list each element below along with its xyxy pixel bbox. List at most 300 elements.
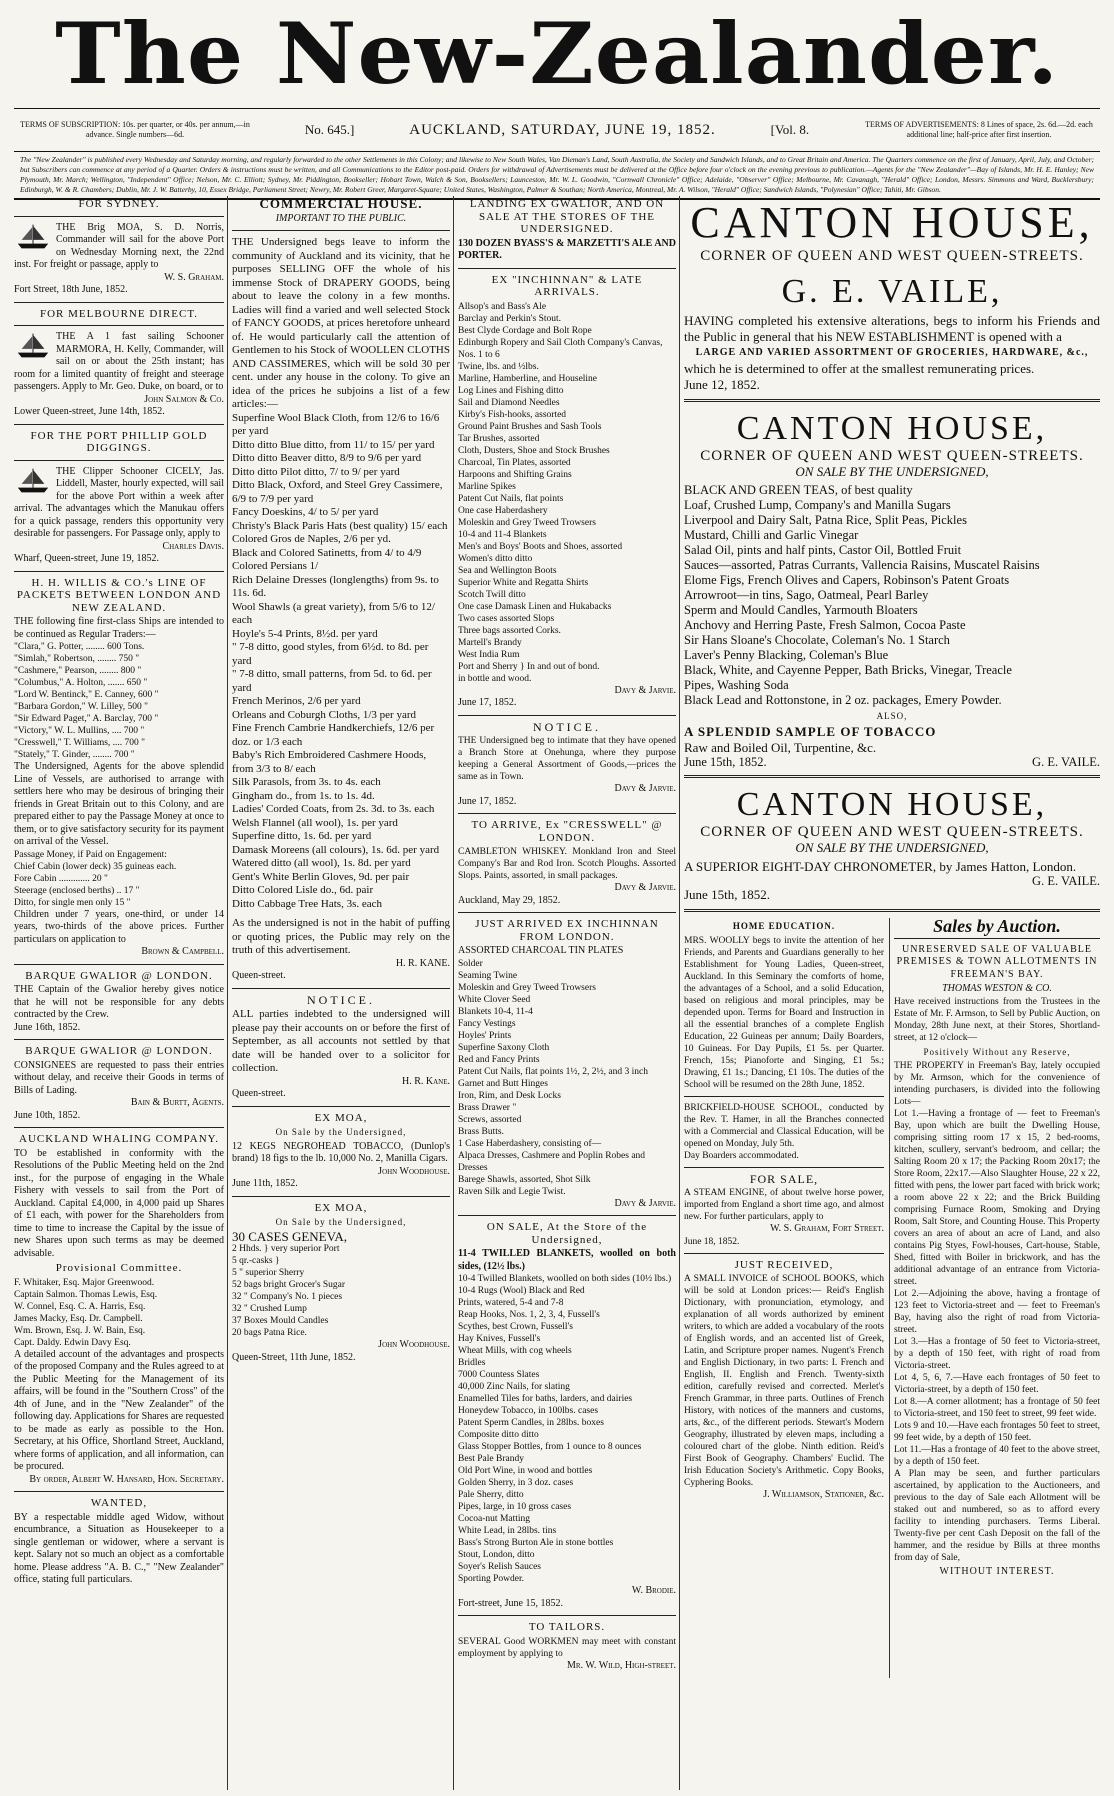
list-item: in bottle and wood. — [458, 673, 532, 684]
list-item: "Lord W. Bentinck," E. Canney, 600 " — [14, 690, 159, 700]
ad-subheading: On Sale by the Undersigned, — [275, 1127, 407, 1137]
list-item: White Lead, in 28lbs. tins — [458, 1526, 557, 1536]
list-item: "Victory," W. L. Mullins, .... 700 " — [14, 726, 145, 736]
ad-also: ALSO, — [876, 710, 908, 721]
ship-icon — [14, 222, 52, 252]
list-item: Cloth, Dusters, Shoe and Stock Brushes — [458, 445, 610, 456]
ad-signature: Charles Davis. — [162, 540, 224, 552]
ad-heading: H. H. WILLIS & CO.'s LINE OF PACKETS BETWEEN LONDON AND NEW ZEALAND. — [16, 576, 222, 614]
canton-house-address: CORNER OF QUEEN AND WEST QUEEN-STREETS. — [700, 823, 1084, 840]
list-item: Raven Silk and Legie Twist. — [458, 1186, 566, 1197]
divider — [14, 1491, 224, 1492]
ad-heading: AUCKLAND WHALING COMPANY. — [19, 1133, 219, 1145]
canton-house-title: CANTON HOUSE, — [690, 198, 1094, 247]
list-item: Two cases assorted Slops — [458, 613, 555, 624]
list-item: Three bags assorted Corks. — [458, 625, 561, 636]
ad-footer: Fort-street, June 15, 1852. — [458, 1597, 563, 1609]
divider — [14, 325, 224, 326]
price-list — [232, 412, 450, 912]
list-item: Colored Persians 1/ — [232, 560, 319, 572]
goods-list — [458, 1273, 676, 1585]
list-item: Stout, London, ditto — [458, 1550, 535, 1560]
list-item: Chief Cabin (lower deck) 35 guineas each. — [14, 861, 177, 872]
list-item: Composite ditto ditto — [458, 1430, 539, 1440]
list-item: Passage Money, if Paid on Engagement: — [14, 849, 167, 860]
ad-heading: NOTICE. — [533, 719, 601, 734]
list-item: Garnet and Butt Hinges — [458, 1078, 548, 1089]
ad-signature: Brown & Campbell. — [141, 946, 224, 957]
ad-body: THE following fine first-class Ships are intended to be continued as Regular Traders:— — [14, 616, 224, 640]
list-item: 32 " Company's No. 1 pieces — [232, 1292, 343, 1302]
ad-footer: June 11th, 1852. — [232, 1178, 298, 1189]
ad-footer: Auckland, May 29, 1852. — [458, 894, 561, 906]
ad-body: CONSIGNEES are requested to pass their entries without delay, and receive their Goods in terms of Bills of Lading. — [14, 1059, 224, 1096]
list-item: Twine, lbs. and ½lbs. — [458, 361, 539, 372]
list-item: "Barbara Gordon," W. Lilley, 500 " — [14, 702, 148, 712]
divider — [232, 230, 450, 231]
ad-heading: ON SALE, At the Store of the Undersigned, — [486, 1221, 648, 1246]
ship-icon — [14, 466, 52, 496]
auctioneer-name: THOMAS WESTON & CO. — [942, 983, 1052, 994]
list-item: Sporting Powder. — [458, 1574, 524, 1584]
ad-footer: Queen-street. — [232, 1088, 286, 1099]
lot-list — [894, 1108, 1100, 1468]
volume-number: [Vol. 8. — [770, 122, 810, 137]
list-item: Marline Spikes — [458, 481, 516, 492]
committee-list — [14, 1277, 224, 1349]
list-item: Damask Moreens (all colours), 1s. 6d. per yard — [232, 843, 440, 856]
list-item: 7000 Countess Slates — [458, 1370, 540, 1380]
ad-caps-line: Positively Without any Reserve, — [923, 1046, 1071, 1057]
divider — [684, 1167, 884, 1168]
list-item: Mustard, Chilli and Garlic Vinegar — [684, 527, 859, 542]
ad-heading: FOR SYDNEY. — [78, 198, 160, 210]
list-item: Blankets 10-4, 11-4 — [458, 1006, 533, 1017]
list-item: Watered ditto (all wool), 1s. 8d. per yard — [232, 857, 411, 869]
list-item: Lot 11.—Has a frontage of 40 feet to the above street, by a depth of 150 feet. — [894, 1445, 1100, 1467]
list-item: Scythes, best Crown, Fussell's — [458, 1322, 573, 1332]
list-item: Christy's Black Paris Hats (best quality) 15/ each — [232, 519, 448, 532]
list-item: Cocoa-nut Matting — [458, 1514, 531, 1524]
ad-body: 130 DOZEN BYASS'S & MARZETTI'S ALE AND PORTER. — [458, 237, 676, 261]
list-item: Steerage (enclosed berths) .. 17 " — [14, 885, 140, 896]
ad-body: ALL parties indebted to the undersigned will please pay their accounts on or before the first of September, as all accounts not settled by that date will be handed over to a solicitor for collection. — [232, 1008, 450, 1074]
list-item: Reap Hooks, Nos. 1, 2, 3, 4, Fussell's — [458, 1310, 600, 1320]
ad-body: SEVERAL Good WORKMEN may meet with constant employment by applying to — [458, 1636, 676, 1659]
ad-heading: HOME EDUCATION. — [732, 921, 836, 931]
ad-signature: W. Brodie. — [631, 1585, 676, 1596]
ad-signature: H. R. KANE. — [395, 957, 450, 969]
divider — [232, 988, 450, 989]
list-item: Rich Delaine Dresses (longlengths) from 9s. to 11s. 6d. — [232, 573, 439, 599]
ad-signature: J. Williamson, Stationer, &c. — [763, 1489, 884, 1500]
column-rule — [889, 918, 890, 1678]
list-item: Wheat Mills, with cog wheels — [458, 1346, 572, 1356]
list-item: Best Pale Brandy — [458, 1454, 524, 1464]
list-item: 37 Boxes Mould Candles — [232, 1316, 329, 1326]
list-item: Brass Butts. — [458, 1126, 504, 1137]
ad-footer: June 12, 1852. — [684, 376, 760, 392]
list-item: "Clara," G. Potter, ........ 600 Tons. — [14, 642, 145, 652]
masthead — [14, 0, 1100, 108]
dateline: AUCKLAND, SATURDAY, JUNE 19, 1852. — [409, 121, 716, 138]
list-item: Scotch Twill ditto — [458, 589, 526, 600]
grocery-list — [684, 483, 1100, 708]
committee-heading: Provisional Committee. — [55, 1262, 183, 1274]
ad-heading: FOR THE PORT PHILLIP GOLD DIGGINGS. — [30, 429, 208, 454]
list-item: 10-4 and 11-4 Blankets — [458, 529, 547, 540]
ad-heading: TO TAILORS. — [528, 1621, 606, 1633]
divider — [14, 1039, 224, 1040]
divider — [458, 813, 676, 814]
goods-list — [458, 958, 676, 1198]
list-item: Arrowroot—in tins, Sago, Oatmeal, Pearl Barley — [684, 587, 929, 602]
list-item: 40,000 Zinc Nails, for slating — [458, 1382, 570, 1392]
ad-signature: By order, Albert W. Hansard, Hon. Secretary. — [29, 1473, 224, 1485]
list-item: Laver's Penny Blacking, Coleman's Blue — [684, 647, 889, 662]
ad-body: BY a respectable middle aged Widow, without encumbrance, a Situation as Housekeeper to a single gentleman or widower, where a servant is kept. Salary not so much an object as a comfortable home. Please address "A. B. C.," "New Zealander" office, stating full particulars. — [14, 1511, 224, 1585]
list-item: Hay Knives, Fussell's — [458, 1334, 541, 1344]
list-item: James Macky, Esq. Dr. Campbell. — [14, 1313, 143, 1324]
list-item: Lot 8.—A corner allotment; has a frontage of 50 feet to Victoria-street, and 150 feet to street, 99 feet wide. — [894, 1397, 1100, 1419]
list-item: Lot 3.—Has a frontage of 50 feet to Victoria-street, by a depth of 150 feet, with right of road from Victoria-street. — [894, 1337, 1100, 1371]
list-item: Port and Sherry } In and out of bond. — [458, 661, 600, 672]
divider — [14, 424, 224, 425]
list-item: Pale Sherry, ditto — [458, 1490, 524, 1500]
ad-heading: WANTED, — [90, 1497, 148, 1509]
divider — [14, 571, 224, 572]
ad-heading: TO ARRIVE, Ex "CRESSWELL" @ LONDON. — [471, 819, 663, 844]
list-item: Seaming Twine — [458, 970, 518, 981]
list-item: Black, White, and Cayenne Pepper, Bath Bricks, Vinegar, Treacle — [684, 662, 1012, 677]
list-item: Barege Shawls, assorted, Shot Silk — [458, 1174, 591, 1185]
list-item: Martell's Brandy — [458, 637, 522, 648]
ad-signature: Davy & Jarvie. — [614, 783, 676, 794]
list-item: Bridles — [458, 1358, 486, 1368]
ad-body: THE Clipper Schooner CICELY, Jas. Liddell, Master, hourly expected, will sail for the above Port within a week after arrival. The advantages which the Manukau offers for a quick passage, renders this opportunity very desirable for passengers. For Passage only, apply to — [14, 465, 224, 539]
list-item: "Cashmere," Pearson, ........ 800 " — [14, 666, 142, 676]
list-item: Ditto Black, Oxford, and Steel Grey Cassimere, 6/9 to 7/9 per yard — [232, 479, 443, 505]
list-item: Colored Gros de Naples, 2/6 per yd. — [232, 533, 391, 545]
list-item: 10-4 Twilled Blankets, woolled on both sides (10½ lbs.) — [458, 1274, 672, 1284]
divider — [14, 460, 224, 461]
list-item: Ground Paint Brushes and Sash Tools — [458, 421, 602, 432]
ad-heading: FOR SALE, — [749, 1171, 819, 1186]
column-3 — [458, 196, 676, 1790]
list-item: Ditto ditto Pilot ditto, 7/ to 9/ per yard — [232, 465, 400, 478]
ad-heading: JUST RECEIVED, — [734, 1258, 834, 1271]
ship-icon — [14, 331, 52, 361]
list-item: Sir Hans Sloane's Chocolate, Coleman's No. 1 Starch — [684, 632, 950, 647]
list-item: Pipes, Washing Soda — [684, 677, 789, 692]
list-item: Glass Stopper Bottles, from 1 ounce to 8 ounces — [458, 1442, 642, 1452]
ad-signature: W. S. Graham, Fort Street. — [770, 1223, 884, 1234]
ad-body: 12 KEGS NEGROHEAD TOBACCO, (Dunlop's brand) 18 figs to the lb. 10,000 No. 2, Manilla Cigars. — [232, 1140, 450, 1164]
merchant-name: G. E. VAILE, — [781, 272, 1003, 310]
list-item: Fancy Vestings — [458, 1018, 516, 1029]
ad-subheading: EX "INCHINNAN" & LATE ARRIVALS. — [491, 273, 643, 298]
ad-footer: WITHOUT INTEREST. — [939, 1566, 1055, 1577]
list-item: Marline, Hamberline, and Houseline — [458, 373, 598, 384]
list-item: Prints, watered, 5-4 and 7-8 — [458, 1298, 564, 1308]
list-item: Sea and Wellington Boots — [458, 565, 557, 576]
divider — [232, 1106, 450, 1107]
auction-title: Sales by Auction. — [933, 918, 1061, 936]
two-column-section — [684, 918, 1100, 1678]
list-item: Allsop's and Bass's Ale — [458, 301, 547, 312]
list-item: Enamelled Tiles for baths, larders, and dairies — [458, 1394, 633, 1404]
list-item: F. Whitaker, Esq. Major Greenwood. — [14, 1277, 155, 1288]
ad-heading: JUST ARRIVED EX INCHINNAN FROM LONDON. — [475, 918, 659, 943]
ad-heading: NOTICE. — [307, 992, 375, 1007]
ad-footer: Fort Street, 18th June, 1852. — [14, 284, 128, 295]
divider — [458, 912, 676, 913]
ad-body: which he is determined to offer at the smallest remunerating prices. — [684, 360, 1035, 376]
ad-footer: June 17, 1852. — [458, 697, 517, 708]
divider — [458, 1615, 676, 1616]
list-item: " 7-8 ditto, good styles, from 6½d. to 8d. per yard — [232, 641, 429, 667]
ad-footer: Queen-Street, 11th June, 1852. — [232, 1351, 356, 1363]
list-item: 20 bags Patna Rice. — [232, 1328, 307, 1338]
ad-signature: Davy & Jarvie. — [614, 1197, 676, 1209]
list-item: Orleans and Coburgh Cloths, 1/3 per yard — [232, 708, 417, 721]
list-item: Edinburgh Ropery and Sail Cloth Company's Canvas, Nos. 1 to 6 — [458, 337, 663, 360]
list-item: Elome Figs, French Olives and Capers, Robinson's Patent Groats — [684, 572, 1010, 587]
list-item: 2 Hhds. } very superior Port — [232, 1244, 340, 1254]
ad-footer: June 16th, 1852. — [14, 1021, 81, 1033]
ad-signature: Davy & Jarvie. — [614, 684, 676, 696]
list-item: Moleskin and Grey Tweed Trowsers — [458, 982, 596, 993]
ad-footer: June 15th, 1852. — [684, 755, 767, 769]
list-item: Sail and Diamond Needles — [458, 397, 560, 408]
column-4 — [684, 196, 1100, 1790]
list-item: Black and Colored Satinetts, from 4/ to 4/9 — [232, 546, 422, 559]
ad-heading: UNRESERVED SALE OF VALUABLE PREMISES & TOWN ALLOTMENTS IN FREEMAN'S BAY. — [896, 943, 1098, 980]
goods-list — [458, 301, 676, 685]
divider — [684, 399, 1100, 402]
ad-footer: Day Boarders accommodated. — [684, 1150, 799, 1161]
list-item: Honeydew Tobacco, in 100lbs. cases — [458, 1406, 599, 1416]
list-item: White Clover Seed — [458, 994, 531, 1005]
list-item: Lot 2.—Adjoining the above, having a frontage of 123 feet to Victoria-street and — feet to Freeman's Bay, having also the right of road from Victoria-street. — [894, 1289, 1100, 1335]
ad-signature: H. R. Kane. — [402, 1075, 450, 1087]
ad-body: THE Captain of the Gwalior hereby gives notice that he will not be responsible for any debts contracted by the Crew. — [14, 984, 224, 1020]
divider — [458, 268, 676, 269]
list-item: Wool Shawls (a great variety), from 5/6 to 12/ each — [232, 600, 435, 626]
ad-subheading: ON SALE BY THE UNDERSIGNED, — [795, 464, 989, 479]
list-item: Log Lines and Fishing ditto — [458, 385, 564, 396]
ad-footer: June 18, 1852. — [684, 1236, 740, 1247]
divider — [684, 909, 1100, 912]
list-item: Patent Sperm Candles, in 28lbs. boxes — [458, 1418, 604, 1428]
ad-caps-line: A SPLENDID SAMPLE OF TOBACCO — [684, 724, 937, 739]
ad-heading: BARQUE GWALIOR @ LONDON. — [25, 1045, 213, 1057]
ad-body: A detailed account of the advantages and prospects of the proposed Company and the Rules agreed to at the Public Meeting for the Management of its affairs, will be found in the "Southern Cross" of the 4th of June, and in the "New Zealander" of the following day. Applications for Shares are requested to be made as early as possible to the Hon. Secretary, at his Office, Shortland Street, Auckland, where forms of application, and all information, can be procured. — [14, 1348, 224, 1472]
divider — [894, 938, 1100, 939]
list-item: Fancy Doeskins, 4/ to 5/ per yard — [232, 506, 379, 518]
ad-body: THE A 1 fast sailing Schooner MARMORA, H. Kelly, Commander, will sail on or about the 25th instant; has room for a limited quantity of freight and steerage passengers. Apply to Mr. Geo. Duke, on board, or to — [14, 331, 224, 392]
ad-body: Have received instructions from the Trustees in the Estate of Mr. F. Armson, to Sell by Public Auction, on Monday, 28th June next, at their Stores, Shortland-street, at 12 o'clock— — [894, 996, 1100, 1043]
list-item: Red and Fancy Prints — [458, 1054, 540, 1065]
ad-heading: FOR MELBOURNE DIRECT. — [40, 307, 198, 320]
list-item: Men's and Boys' Boots and Shoes, assorted — [458, 541, 623, 552]
ad-body: THE Undersigned beg to intimate that they have opened a Branch Store at Onehunga, where they purpose keeping a General Assortment of Goods,—prices the same as in Town. — [458, 736, 676, 782]
list-item: Ditto ditto Beaver ditto, 8/9 to 9/6 per yard — [232, 452, 422, 464]
subhead-row — [14, 108, 1100, 152]
list-item: Ditto ditto Blue ditto, from 11/ to 15/ per yard — [232, 438, 435, 451]
ad-body: A SMALL INVOICE of SCHOOL BOOKS, which will be sold at London prices:— Reid's English Dictionary, with pronunciation, etymology, and explanation of all words authorized by eminent writers, to which are added a vocabulary of the roots of English words, and an accented list of Greek, Latin, and Scripture proper names. Nugent's French and English Dictionary, in two parts: I. French and English, II. English and French. Twenty-sixth edition, carefully revised and corrected. Merlet's French Grammar, in three parts. Outlines of French History, with notices of the manners and customs, arts, &c., of the different periods. Stewart's Modern Geography, illustrated by eleven maps, including a coloured chart of the globe. Ninth edition. Reid's First Book of Geography. Chambers' Euclid. The Irish Education Society's Arithmetic. Copy Books, Cyphering Books. — [684, 1274, 884, 1488]
ad-body: As the undersigned is not in the habit of puffing or quoting prices, the Public may rely on the truth of this advertisement. — [232, 917, 450, 956]
ad-signature: Mr. W. Wild, High-street. — [567, 1659, 676, 1671]
ad-footer: Lower Queen-street, June 14th, 1852. — [14, 406, 165, 417]
divider — [14, 964, 224, 965]
list-item: Kirby's Fish-hooks, assorted — [458, 409, 567, 420]
ad-body: ASSORTED CHARCOAL TIN PLATES — [458, 945, 624, 956]
list-item: Charcoal, Tin Plates, assorted — [458, 457, 571, 468]
list-item: Moleskin and Grey Tweed Trowsers — [458, 517, 596, 528]
ad-footer: June 15th, 1852. — [684, 887, 770, 902]
ad-footer: Wharf, Queen-street, June 19, 1852. — [14, 553, 159, 564]
ad-body: THE PROPERTY in Freeman's Bay, lately occupied by Mr. Armson, which for the convenience of intending purchasers, is divided into the following Lots— — [894, 1061, 1100, 1107]
list-item: Captain Salmon. Thomas Lewis, Esq. — [14, 1289, 158, 1300]
list-item: 1 Case Haberdashery, consisting of— — [458, 1138, 602, 1149]
ad-heading: LANDING EX GWALIOR, AND ON SALE AT THE STORES OF THE UNDERSIGNED. — [469, 198, 665, 235]
list-item: Gingham do., from 1s. to 1s. 4d. — [232, 789, 375, 802]
list-item: Screws, assorted — [458, 1114, 522, 1125]
list-item: 5 " superior Sherry — [232, 1268, 305, 1278]
divider — [458, 715, 676, 716]
ad-heading: BARQUE GWALIOR @ LONDON. — [25, 969, 213, 982]
list-item: Hoyle's 5-4 Prints, 8½d. per yard — [232, 627, 378, 640]
list-item: Superior White and Regatta Shirts — [458, 577, 589, 588]
ad-footer: June 10th, 1852. — [14, 1109, 81, 1121]
ad-body: The Undersigned, Agents for the above splendid Line of Vessels, are authorised to arrange with settlers here who may be desirous of bringing their friends in Great Britain out to this Colony, and are prepared either to pay the Passage Money at once to them, or to give satisfactory security for its payment on arrival of the Vessel. — [14, 761, 224, 847]
list-item: Liverpool and Dairy Salt, Patna Rice, Split Peas, Pickles — [684, 512, 967, 527]
list-item: Alpaca Dresses, Cashmere and Poplin Robes and Dresses — [458, 1150, 646, 1173]
ad-body: BRICKFIELD-HOUSE SCHOOL, conducted by the Rev. T. Hamer, in all the Branches connected with a Commercial and Classical Education, will be opened on Monday, July 5th. — [684, 1102, 884, 1149]
ad-heading: COMMERCIAL HOUSE. — [259, 196, 423, 211]
canton-house-address: CORNER OF QUEEN AND WEST QUEEN-STREETS. — [700, 447, 1084, 464]
canton-house-title: CANTON HOUSE, — [736, 785, 1048, 823]
list-item: "Sir Edward Paget," A. Barclay, 700 " — [14, 714, 159, 724]
ad-body: 30 CASES GENEVA, — [232, 1228, 347, 1244]
canton-house-title: CANTON HOUSE, — [736, 409, 1048, 447]
column-1 — [14, 196, 224, 1790]
divider — [684, 1096, 884, 1097]
list-item: Bass's Strong Burton Ale in stone bottles — [458, 1538, 614, 1548]
list-item: Ditto Cabbage Tree Hats, 3s. each — [232, 897, 382, 910]
ad-subheading: ON SALE BY THE UNDERSIGNED, — [795, 840, 989, 855]
list-item: Fine French Cambrie Handkerchiefs, 12/6 per doz. or 1/3 each — [232, 722, 435, 748]
ad-signature: G. E. VAILE. — [1032, 755, 1100, 769]
fare-list — [14, 849, 224, 909]
ad-body: THE Undersigned begs leave to inform the community of Auckland and its vicinity, that he purposes SELLING OFF the whole of his immense Stock of DRAPERY GOODS, being about to leave the colony in a few months. Ladies will find a varied and well selected Stock of FANCY GOODS, at prices heretofore unheard of. He would particularly call the attention of Gentlemen to his Stock of WOOLLEN CLOTHS AND CASSIMERES, which will be sold 30 per cent. under any house in the colony. To give an idea of the prices he subjoins a list of a few articles:— — [232, 236, 450, 410]
list-item: Loaf, Crushed Lump, Company's and Manilla Sugars — [684, 497, 951, 512]
ship-list — [14, 641, 224, 761]
ad-footer: June 17, 1852. — [458, 795, 517, 807]
ad-body: THE Brig MOA, S. D. Norris, Commander will sail for the above Port on Wednesday Morning next, the 22nd inst. For freight or passage, apply to — [14, 221, 224, 270]
divider — [684, 775, 1100, 778]
ad-signature: John Woodhouse. — [378, 1339, 450, 1350]
ad-body: MRS. WOOLLY begs to invite the attention of her Friends, and Parents and Guardians generally to her Establishment for Young Ladies, Queen-street, Auckland. In this Seminary the comforts of home, the advantages of a School, and a solid Education, based on religious and moral principles, may be depended upon. Terms for Board and Instruction in all the essential branches of a complete English Education, 22 Guineas per annum; Daily Boarders, 10 Guineas. For Day Pupils, £1 5s. per Quarter. French, 15s; Pianoforte and Singing, £1 5s.; Drawing, £1 1s.; Dancing, £1 10s. The duties of the School will be resumed on the 28th June, 1852. — [684, 935, 884, 1090]
divider — [458, 1215, 676, 1216]
list-item: "Simlah," Robertson, ........ 750 " — [14, 654, 140, 664]
ad-body: A STEAM ENGINE, of about twelve horse power, imported from England a short time ago, and almost new. For further particulars, apply to — [684, 1188, 884, 1222]
divider — [14, 302, 224, 303]
list-item: "Stately," T. Ginder, ........ 700 " — [14, 750, 135, 760]
list-item: Ditto Colored Lisle do., 6d. pair — [232, 884, 374, 896]
list-item: Best Clyde Cordage and Bolt Rope — [458, 325, 592, 336]
list-item: Capt. Daldy. Edwin Davy Esq. — [14, 1337, 131, 1348]
sub-column-left — [684, 918, 884, 1678]
goods-list — [232, 1243, 450, 1339]
advertisement-terms: TERMS OF ADVERTISEMENTS: 8 Lines of space, 2s. 6d.—2d. each additional line; half-price after first insertion. — [865, 120, 1093, 139]
canton-house-address: CORNER OF QUEEN AND WEST QUEEN-STREETS. — [700, 248, 1084, 264]
list-item: Golden Sherry, in 3 doz. cases — [458, 1478, 574, 1488]
list-item: Welsh Flannel (all wool), 1s. per yard — [232, 816, 398, 829]
list-item: W. Connel, Esq. C. A. Harris, Esq. — [14, 1301, 146, 1312]
ad-body: Raw and Boiled Oil, Turpentine, &c. — [684, 740, 877, 755]
list-item: Soyer's Relish Sauces — [458, 1562, 541, 1572]
list-item: Old Port Wine, in wood and bottles — [458, 1466, 593, 1476]
list-item: Gent's White Berlin Gloves, 9d. per pair — [232, 870, 410, 883]
ad-body: A Plan may be seen, and further particulars ascertained, by application to the Auctioneers, and previous to the day of Sale each Allotment will be staked out and numbered, so as to afford every facility to intending purchasers. Terms Liberal. Twenty-five per cent Cash Deposit on the fall of the hammer, and the residue by Bills at three months from day of Sale, — [894, 1469, 1100, 1563]
list-item: Ladies' Corded Coats, from 2s. 3d. to 3s. each — [232, 803, 435, 815]
list-item: One case Damask Linen and Hukabacks — [458, 601, 612, 612]
ad-body: Children under 7 years, one-third, or under 14 years, two-thirds of the above prices. Further particulars on application to — [14, 908, 224, 945]
ad-signature: G. E. VAILE. — [1032, 873, 1100, 888]
ad-footer: Queen-street. — [232, 970, 286, 981]
list-item: 32 " Crushed Lump — [232, 1304, 307, 1314]
ad-subheading: IMPORTANT TO THE PUBLIC. — [275, 212, 407, 224]
divider — [14, 216, 224, 217]
masthead-title: The New-Zealander. — [54, 4, 1060, 103]
list-item: Lot 1.—Having a frontage of — feet to Freeman's Bay, upon which are built the Dwelling House, comprising sitting room 17 x 15, 2 bed-rooms, kitchen, scullery, servant's bedroom, and cellar; the Salting Room 20 x 17; the Packing Room 20x17; the Store Room, 22x17.—Also Slaughter House, 22 x 22, fitted with pens, the lower part faced with brick work; a room above 22 x 22; and the Brick Building comprising Furnace Room, Smoking and Drying Room, Salt Store, and Counting House. This Property covers an area of about an acre of Land, and also contains Pig Styes, Fowl-houses, Cart-house, Stable, Shed, fitted with Boiler in brickwork, and has the additional advantage of an entrance from Victoria-street. — [894, 1109, 1100, 1287]
ad-heading: EX MOA, — [314, 1111, 368, 1124]
list-item: Fore Cabin ............. 20 " — [14, 873, 108, 884]
list-item: French Merinos, 2/6 per yard — [232, 695, 361, 707]
list-item: Silk Parasols, from 3s. to 4s. each — [232, 776, 381, 788]
issue-number: No. 645.] — [304, 122, 355, 137]
ad-caps-line: LARGE AND VARIED ASSORTMENT OF GROCERIES, HARDWARE, &c., — [695, 346, 1089, 358]
ad-body: CAMBLETON WHISKEY. Monkland Iron and Steel Company's Bar and Rod Iron. Scotch Ploughs. Assorted Slops. Paints, assorted, in small packages. — [458, 847, 676, 881]
list-item: BLACK AND GREEN TEAS, of best quality — [684, 482, 913, 497]
list-item: West India Rum — [458, 649, 520, 660]
list-item: Iron, Rim, and Desk Locks — [458, 1090, 561, 1101]
ad-signature: John Woodhouse. — [378, 1165, 450, 1177]
divider — [684, 1253, 884, 1254]
list-item: Hoyles' Prints — [458, 1030, 512, 1041]
sub-column-right — [894, 918, 1100, 1678]
list-item: Baby's Rich Embroidered Cashmere Hoods, from 3/3 to 8/ each — [232, 749, 427, 775]
list-item: Tar Brushes, assorted — [458, 433, 540, 444]
list-item: Lots 9 and 10.—Have each frontages 50 feet to street, 99 feet wide, by a depth of 150 feet. — [894, 1421, 1100, 1443]
list-item: Black Lead and Rottonstone, in 2 oz. packages, Emery Powder. — [684, 692, 1002, 707]
list-item: "Columbus," A. Holton, ....... 650 " — [14, 678, 148, 688]
divider — [14, 1127, 224, 1128]
list-item: Anchovy and Herring Paste, Fresh Salmon, Cocoa Paste — [684, 617, 966, 632]
list-item: Sperm and Mould Candles, Yarmouth Bloaters — [684, 602, 918, 617]
list-item: "Cresswell," T. Williams, .... 700 " — [14, 738, 146, 748]
publication-notice: The "New Zealander" is published every Wednesday and Saturday morning, and regularly forwarded to the other Settlements in this Colony; and likewise to New South Wales, Van Dieman's Land, South Australia, the Society and Sandwich Islands, and to Great Britain and America. The Quarters commence on the first of January, April, July, and October; but Subscribers can commence at any period of a Quarter. Orders & instructions must be written, and all Communications to the Editor post-paid. Orders for withdrawal of Advertisements must be delivered at the Office before four o'clock on the evening previous to publication.—Agents for the "New Zealander"—Bay of Islands, Mr. H. E. Hanley; New Plymouth, Mr. March; Wellington, "Independent" Office; Nelson, Mr. C. Elliott; Sydney, Mr. Piddington, Bookseller; Hobart Town, Walch & Son, Booksellers; Launceston, Mr. W. L. Goodwin, "Cornwall Chronicle" Office; Adelaide, "Observer" Office; Melbourne, Mr. Cavanagh, "Herald" Office; London, Messrs. Simmons and Ward, Bucklersbury; Edinburgh, W. & R. Chambers; Dublin, Mr. J. W. Batterby, 10, Essex Bridge, Parliament Street; Newry, Mr. Robert Greer, Margaret-Square; United States, Washington, Palmer & Southan; North America, Montreal, Mr. A. Wilson, "Herald" Office; Sandwich Islands, "Polynesian" Office; Tahiti, Mr. Gibson. — [14, 152, 1100, 200]
column-2 — [232, 196, 450, 1790]
columns — [14, 196, 1100, 1790]
ad-signature: John Salmon & Co. — [144, 393, 224, 405]
list-item: Ditto, for single men only 15 " — [14, 897, 131, 908]
list-item: Brass Drawer " — [458, 1102, 517, 1113]
list-item: " 7-8 ditto, small patterns, from 5d. to 6d. per yard — [232, 668, 432, 694]
list-item: Solder — [458, 958, 483, 969]
